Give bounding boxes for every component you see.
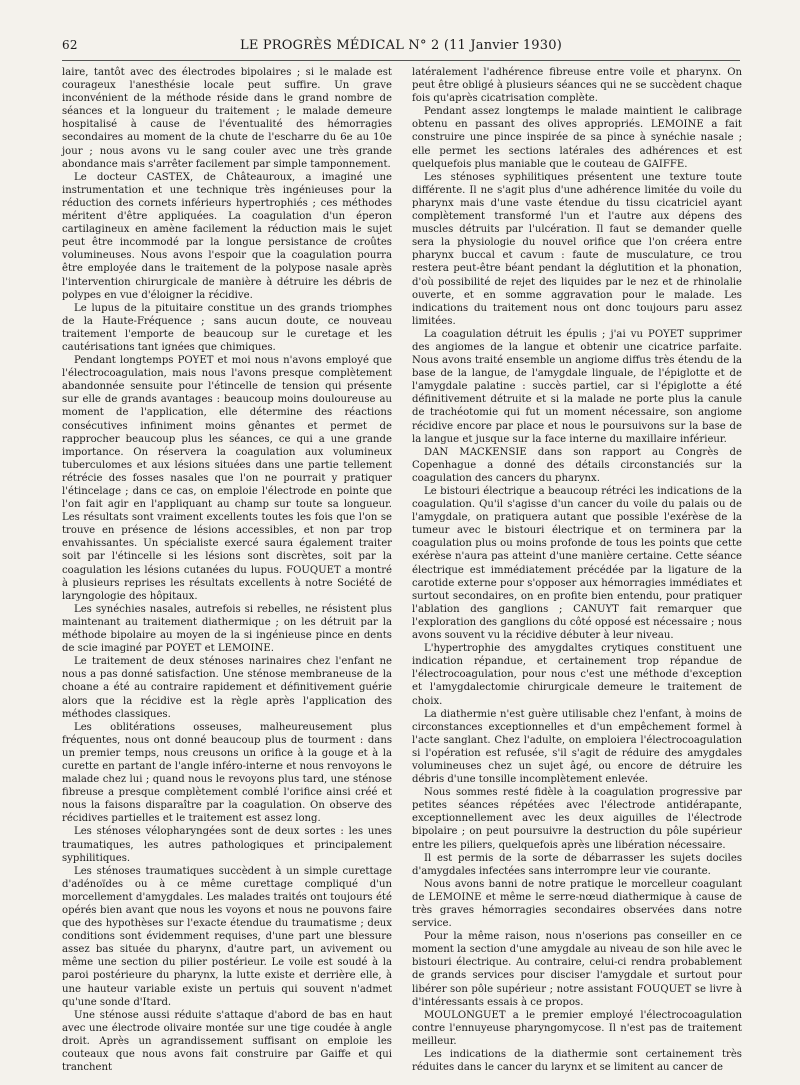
- paragraph: Le lupus de la pituitaire constitue un des grands triomphes de la Haute-Fréquence ; sans aucun doute, ce nouveau traitement l'emporte de beaucoup sur le curetage et les cautérisations tant ignées que chimiques.: [62, 302, 392, 353]
- paragraph: Nous sommes resté fidèle à la coagulation progressive par petites séances répétées avec l'électrode antidérapante, exceptionnellement avec les deux aiguilles de l'électrode bipolaire ; on peut poursuivre la destruction du pôle supérieur entre les piliers, quelquefois après une libération nécessaire.: [412, 787, 742, 851]
- right-column: [412, 66, 742, 1074]
- paragraph: Pendant longtemps POYET et moi nous n'avons employé que l'électrocoagulation, mais nous l'avons presque complètement abandonnée sensuite pour l'étincelle de tension qui présente sur elle de grands avantages : beaucoup moins douloureuse au moment de l'application, elle détermine des réactions consécutives infiniment moins gênantes et permet de rapprocher beaucoup plus les séances, ce qui a une grande importance. On réservera la coagulation aux volumineux tuberculomes et aux lésions situées dans une partie tellement rétrécie des fosses nasales que l'on ne pourrait y pratiquer l'étincelage ; dans ce cas, on emploie l'électrode en pointe que l'on fait agir en l'appliquant au champ sur toute sa longueur. Les résultats sont vraiment excellents toutes les fois que l'on se trouve en présence de lésions accessibles, et non par trop envahissantes. Un spécialiste exercé saura également traiter soit par l'étincelle si les lésions sont discrètes, soit par la coagulation les lésions cutanées du lupus. FOUQUET a montré à plusieurs reprises les résultats excellents à notre Société de laryngologie des hôpitaux.: [62, 355, 392, 602]
- paragraph: Le traitement de deux sténoses narinaires chez l'enfant ne nous a pas donné satisfaction. Une sténose membraneuse de la choane a été au contraire rapidement et définitivement guérie alors que la récidive est la règle après l'application des méthodes classiques.: [62, 656, 392, 720]
- paragraph: DAN MACKENSIE dans son rapport au Congrès de Copenhague a donné des détails circonstanciés sur la coagulation des cancers du pharynx.: [412, 446, 742, 484]
- paragraph: Une sténose aussi réduite s'attaque d'abord de bas en haut avec une électrode olivaire montée sur une tige coudée à angle droit. Après un agrandissement suffisant on emploie les couteaux que nous avons fait construire par Gaiffe et qui tranchent: [62, 1009, 392, 1074]
- paragraph: latéralement l'adhérence fibreuse entre voile et pharynx. On peut être obligé à plusieurs séances qui ne se succèdent chaque fois qu'après cicatrisation complète.: [412, 67, 742, 105]
- paragraph: Les sténoses syphilitiques présentent une texture toute différente. Il ne s'agit plus d'une adhérence limitée du voile du pharynx mais d'une vaste étendue du tissu cicatriciel ayant complètement transformé l'un et l'autre aux dépens des muscles détruits par l'ulcération. Il faut se demander quelle sera la physiologie du nouvel orifice que l'on créera entre pharynx buccal et cavum : faute de musculature, ce trou restera peut-être béant pendant la déglutition et la phonation, d'où possibilité de rejet des liquides par le nez et de rhinolalie ouverte, et en somme aggravation pour le malade. Les indications du traitement nous ont donc toujours paru assez limitées.: [412, 171, 742, 327]
- paragraph: Il est permis de la sorte de débarrasser les sujets dociles d'amygdales infectées sans interrompre leur vie courante.: [412, 852, 742, 877]
- paragraph: L'hypertrophie des amygdaltes crytiques constituent une indication répandue, et certainement trop répandue de l'électrocoagulation, pour nous c'est une méthode d'exception et l'amygdalectomie chirurgicale demeure le traitement de choix.: [412, 643, 742, 707]
- paragraph: Les sténoses traumatiques succèdent à un simple curettage d'adénoïdes ou à ce même curettage compliqué d'un morcellement d'amygdales. Les malades traités ont toujours été opérés bien avant que nous les voyons et nous ne pouvons faire que des hypothèses sur l'exacte étendue du traumatisme ; deux conditions sont évidemment requises, d'une part une blessure assez bas située du pharynx, d'autre part, un avivement ou même une section du pilier postérieur. Le voile est soudé à la paroi postérieure du pharynx, la lutte existe et derrière elle, à une hauteur variable existe un pertuis qui souvent n'admet qu'une sonde d'Itard.: [62, 865, 392, 1008]
- paragraph: Le docteur CASTEX, de Châteauroux, a imaginé une instrumentation et une technique très ingénieuses pour la réduction des cornets inférieurs hypertrophiés ; ces méthodes méritent d'être appliquées. La coagulation d'un éperon cartilagineux en amène facilement la réduction mais le sujet peut être incommodé par la longue persistance de croûtes volumineuses. Nous avons l'espoir que la coagulation pourra être employée dans le traitement de la polypose nasale après l'intervention chirurgicale de manière à détruire les débris de polypes en vue d'éloigner la récidive.: [62, 171, 392, 301]
- paragraph: Nous avons banni de notre pratique le morcelleur coagulant de LEMOINE et même le serre-nœud diathermique à cause de très graves hémorragies secondaires observées dans notre service.: [412, 878, 742, 930]
- paragraph: La coagulation détruit les épulis ; j'ai vu POYET supprimer des angiomes de la langue et obtenir une cicatrice parfaite. Nous avons traité ensemble un angiome diffus très étendu de la base de la langue, de l'amygdale linguale, de l'épiglotte et de l'amygdale palatine : succès partiel, car si l'épiglotte a été définitivement détruite et si la malade ne porte plus la canule de trachéotomie qui fut un moment nécessaire, son angiome récidive encore par place et nous le poursuivons sur la base de la langue et jusque sur la face interne du maxillaire inférieur.: [412, 328, 742, 445]
- running-header: [62, 38, 740, 58]
- journal-title: LE PROGRÈS MÉDICAL N° 2 (11 Janvier 1930): [240, 38, 562, 53]
- paragraph: Les indications de la diathermie sont certainement très réduites dans le cancer du larynx et se limitent au cancer de: [412, 1049, 742, 1074]
- page-number: 62: [62, 38, 78, 52]
- paragraph: Pour la même raison, nous n'oserions pas conseiller en ce moment la section d'une amygdale au niveau de son hile avec le bistouri électrique. Au contraire, celui-ci rendra probablement de grands services pour disciser l'amygdale et surtout pour libérer son pôle supérieur ; notre assistant FOUQUET se livre à d'intéressants essais à ce propos.: [412, 931, 742, 1008]
- paragraph: Le bistouri électrique a beaucoup rétréci les indications de la coagulation. Qu'il s'agisse d'un cancer du voile du palais ou de l'amygdale, on pratiquera autant que possible l'exérèse de la tumeur avec le bistouri électrique et on terminera par la coagulation plus ou moins profonde de tous les points que cette exérèse n'aura pas atteint d'une manière certaine. Cette séance électrique est immédiatement précédée par la ligature de la carotide externe pour s'opposer aux hémorragies immédiates et surtout secondaires, on en profite bien entendu, pour pratiquer l'ablation des ganglions ; CANUYT fait remarquer que l'exploration des ganglions du côté opposé est nécessaire ; nous avons souvent vu la récidive débuter à leur niveau.: [412, 486, 742, 642]
- paragraph: MOULONGUET a le premier employé l'électrocoagulation contre l'ennuyeuse pharyngomycose. Il n'est pas de traitement meilleur.: [412, 1009, 742, 1047]
- left-column: [62, 66, 392, 1074]
- paragraph: laire, tantôt avec des électrodes bipolaires ; si le malade est courageux l'anesthésie locale peut suffire. Un grave inconvénient de la méthode réside dans le grand nombre de séances et la longueur du traitement ; le malade demeure hospitalisé à cause de l'éventualité des hémorragies secondaires au moment de la chute de l'escharre du 6e au 10e jour ; nous avons vu le sang couler avec une très grande abondance mais s'arrêter facilement par simple tamponnement.: [62, 67, 392, 170]
- paragraph: Pendant assez longtemps le malade maintient le calibrage obtenu en passant des olives appropriés. LEMOINE a fait construire une pince inspirée de sa pince à synéchie nasale ; elle permet les sections latérales des adhérences et est quelquefois plus maniable que le couteau de GAIFFE.: [412, 106, 742, 170]
- paragraph: Les oblitérations osseuses, malheureusement plus fréquentes, nous ont donné beaucoup plus de tourment : dans un premier temps, nous creusons un orifice à la gouge et à la curette en partant de l'angle inféro-interne et nous renvoyons le malade chez lui ; quand nous le revoyons plus tard, une sténose fibreuse a presque complètement comblé l'orifice ainsi créé et nous la faisons disparaître par la coagulation. On observe des récidives partielles et le traitement est assez long.: [62, 721, 392, 825]
- text-columns: [62, 66, 742, 1074]
- paragraph: Les synéchies nasales, autrefois si rebelles, ne résistent plus maintenant au traitement diathermique ; on les détruit par la méthode bipolaire au moyen de la si ingénieuse pince en dents de scie imaginé par POYET et LEMOINE.: [62, 603, 392, 655]
- paragraph: La diathermie n'est guère utilisable chez l'enfant, à moins de circonstances exceptionnelles et d'un empêchement formel à l'acte sanglant. Chez l'adulte, on emploiera l'électrocoagulation si l'opération est refusée, s'il s'agit de réduire des amygdales volumineuses chez un sujet âgé, ou encore de détruire les débris d'une tonsille incomplètement enlevée.: [412, 708, 742, 786]
- paragraph: Les sténoses vélopharyngées sont de deux sortes : les unes traumatiques, les autres pathologiques et principalement syphilitiques.: [62, 826, 392, 864]
- header-rule: [62, 60, 740, 61]
